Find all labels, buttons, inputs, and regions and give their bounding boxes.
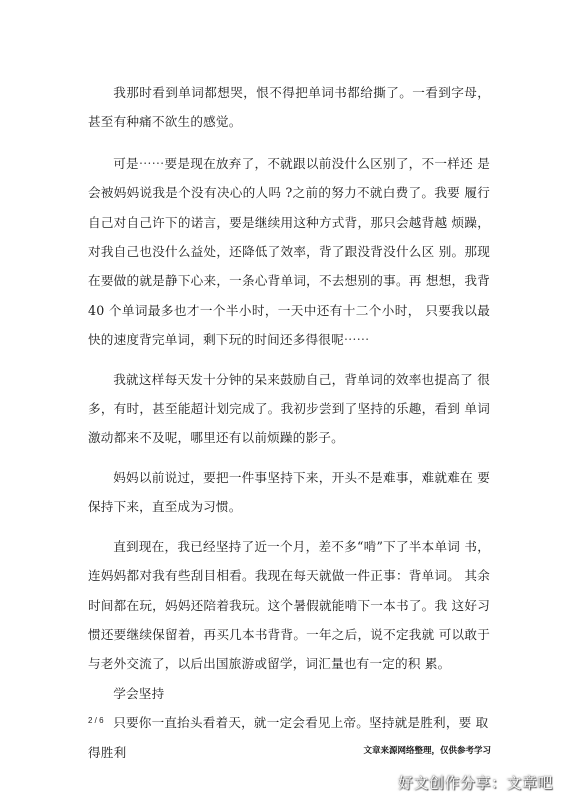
source-note: 文章来源网络整理，仅供参考学习 (363, 746, 491, 756)
paragraph-5: 直到现在，我已经坚持了近一个月，差不多“啃”下了半本单词 书，连妈妈都对我有些刮目相看。我现在每天就做一件正事：背单词。 其余时间都在玩，妈妈还陪着我玩。这个暑假就能啃下一本书了。我 这好习惯还要继续保留着，再买几本书背背。一年之后，说不定我就 可以敢于与老外交流了，以后出国旅游或留学，词汇量也有一定的积 累。 (88, 538, 490, 672)
page-number: 2 / 6 (88, 716, 104, 725)
paragraph-3: 我就这样每天发十分钟的呆来鼓励自己，背单词的效率也提高了 很多，有时，甚至能超计划完成了。我初步尝到了坚持的乐趣，看到 单词激动都来不及呢，哪里还有以前烦躁的影子。 (88, 371, 490, 446)
document-body (88, 78, 490, 767)
watermark-text: 好文创作分享：文章吧 (397, 774, 553, 792)
section-heading: 学会坚持 (113, 685, 165, 701)
paragraph-1: 我那时看到单词都想哭，恨不得把单词书都给撕了。一看到字母， 甚至有种痛不欲生的感觉。 (88, 85, 490, 130)
paragraph-4: 妈妈以前说过，要把一件事坚持下来，开头不是难事，难就难在 要保持下来，直至成为习惯。 (88, 469, 490, 515)
paragraph-2: 可是⋯⋯要是现在放弃了，不就跟以前没什么区别了，不一样还 是会被妈妈说我是个没有决心的人吗 ?之前的努力不就白费了。我要 履行自己对自己许下的诺言，要是继续用这种方式背，那只会越背越 烦躁，对我自己也没什么益处，还降低了效率，背了跟没背没什么区 别。那现在要做的就是静下心来，一条心背单词，不去想别的事。再 想想，我背 40 个单词最多也才一个半小时，一天中还有十二个小时， 只要我以最快的速度背完单词，剩下玩的时间还多得很呢⋯⋯ (88, 155, 490, 348)
paragraph-6: 只要你一直抬头看着天，就一定会看见上帝。坚持就是胜利，要 取得胜利 (88, 715, 489, 760)
